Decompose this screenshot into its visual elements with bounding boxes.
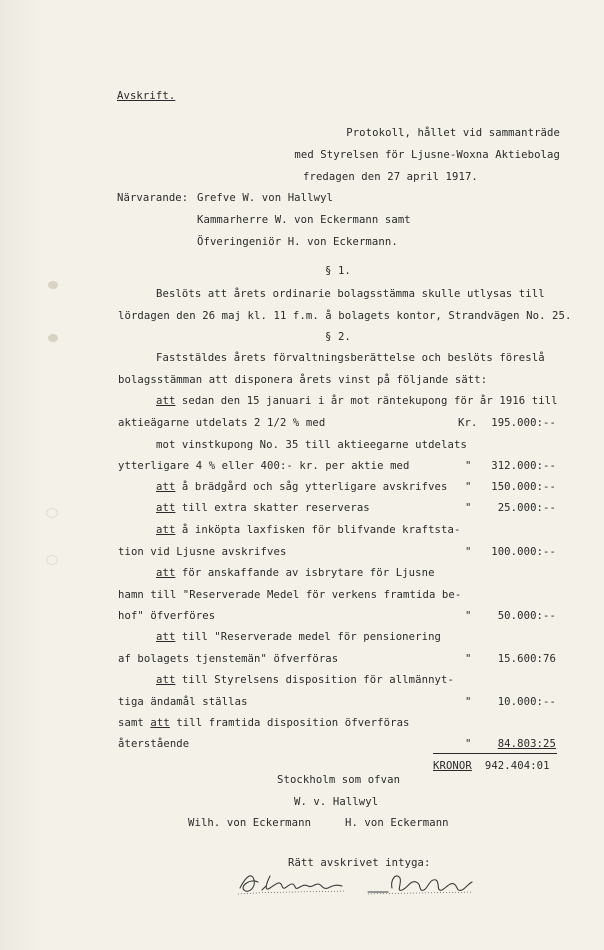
item-8-line-2: tiga ändamål ställas [118,696,248,708]
total-rule [433,753,557,754]
item-4-line-1: att till extra skatter reserveras [156,502,370,514]
item-6-line-1: att för anskaffande av isbrytare för Ljusne [156,567,435,579]
heading: Avskrift. [117,90,176,102]
closing-signature-2: Wilh. von Eckermann [188,817,312,829]
closing-signature-1: W. v. Hallwyl [294,796,379,808]
att-word: att [156,674,176,686]
item-4-currency: " [465,502,472,514]
att-word: att [150,717,170,729]
total-row [433,759,550,773]
item-8-amount: 10.000:-- [497,696,556,708]
handwritten-signature-1 [236,866,348,898]
item-8-currency: " [465,696,472,708]
punch-hole [46,508,58,518]
total-label: KRONOR [433,760,472,772]
att-word: att [156,567,176,579]
section-2-number: § 2. [325,331,351,343]
item-9-line-1: samt att till framtida disposition öfverföras [118,717,410,729]
item-7-amount: 15.600:76 [497,653,556,665]
punch-hole [48,281,58,289]
item-7-line-1: att till "Reserverade medel för pensionering [156,631,442,643]
item-1-amount: 195.000:-- [491,417,556,429]
present-3: Öfveringeniör H. von Eckermann. [197,236,398,248]
item-8-line-1: att till Styrelsens disposition för allmännyt- [156,674,454,686]
item-6-amount: 50.000:-- [497,610,556,622]
item-9-line-2: återstående [118,738,190,750]
item-3-amount: 150.000:-- [491,481,556,493]
item-9-amount: 84.803:25 [497,738,556,750]
total-amount: 942.404:01 [484,760,550,772]
title-line-1: Protokoll, hållet vid sammanträde [346,127,560,139]
punch-hole [46,555,58,565]
item-9-currency: " [465,738,472,750]
item-3-currency: " [465,481,472,493]
item-1-currency: Kr. [458,417,478,429]
handwritten-signature-2 [366,866,476,898]
item-2-currency: " [465,460,472,472]
item-2-line-1: mot vinstkupong No. 35 till aktieegarne utdelats [156,439,467,451]
att-word: att [156,502,176,514]
item-6-line-2: hamn till "Reserverade Medel för verkens framtida be- [118,589,462,601]
present-label: Närvarande: [117,192,189,204]
item-5-line-1: att å inköpta laxfisken för blifvande kraftsta- [156,524,461,536]
title-line-3: fredagen den 27 april 1917. [303,171,478,183]
att-word: att [156,524,176,536]
present-1: Grefve W. von Hallwyl [197,192,334,204]
item-5-currency: " [465,546,472,558]
certify-line: Rätt avskrivet intyga: [288,857,431,869]
att-word: att [156,481,176,493]
closing-place: Stockholm som ofvan [277,774,401,786]
item-7-line-2: af bolagets tjenstemän" öfverföras [118,653,339,665]
item-6-currency: " [465,610,472,622]
item-4-amount: 25.000:-- [497,502,556,514]
punch-hole [48,334,58,342]
item-5-amount: 100.000:-- [491,546,556,558]
item-2-line-2: ytterligare 4 % eller 400:- kr. per aktie med [118,460,410,472]
item-6-line-3: hof" öfverföres [118,610,216,622]
item-1-line-2: aktieägarne utdelats 2 1/2 % med [118,417,326,429]
page-margin [0,0,42,950]
section-2-intro-1: Faststäldes årets förvaltningsberättelse och beslöts föreslå [156,352,545,364]
att-word: att [156,395,176,407]
item-7-currency: " [465,653,472,665]
section-2-intro-2: bolagsstämman att disponera årets vinst på följande sätt: [118,374,488,386]
section-1-line-2: lördagen den 26 maj kl. 11 f.m. å bolagets kontor, Strandvägen No. 25. [118,310,572,322]
item-5-line-2: tion vid Ljusne avskrifves [118,546,287,558]
present-2: Kammarherre W. von Eckermann samt [197,214,411,226]
closing-signature-3: H. von Eckermann [345,817,449,829]
item-3-line-1: att å brädgård och såg ytterligare avskrifves [156,481,448,493]
section-1-number: § 1. [325,265,351,277]
title-line-2: med Styrelsen för Ljusne-Woxna Aktiebolag [294,149,560,161]
item-2-amount: 312.000:-- [491,460,556,472]
section-1-line-1: Beslöts att årets ordinarie bolagsstämma skulle utlysas till [156,288,545,300]
att-word: att [156,631,176,643]
item-1-line-1: att sedan den 15 januari i år mot räntekupong för år 1916 till [156,395,558,407]
